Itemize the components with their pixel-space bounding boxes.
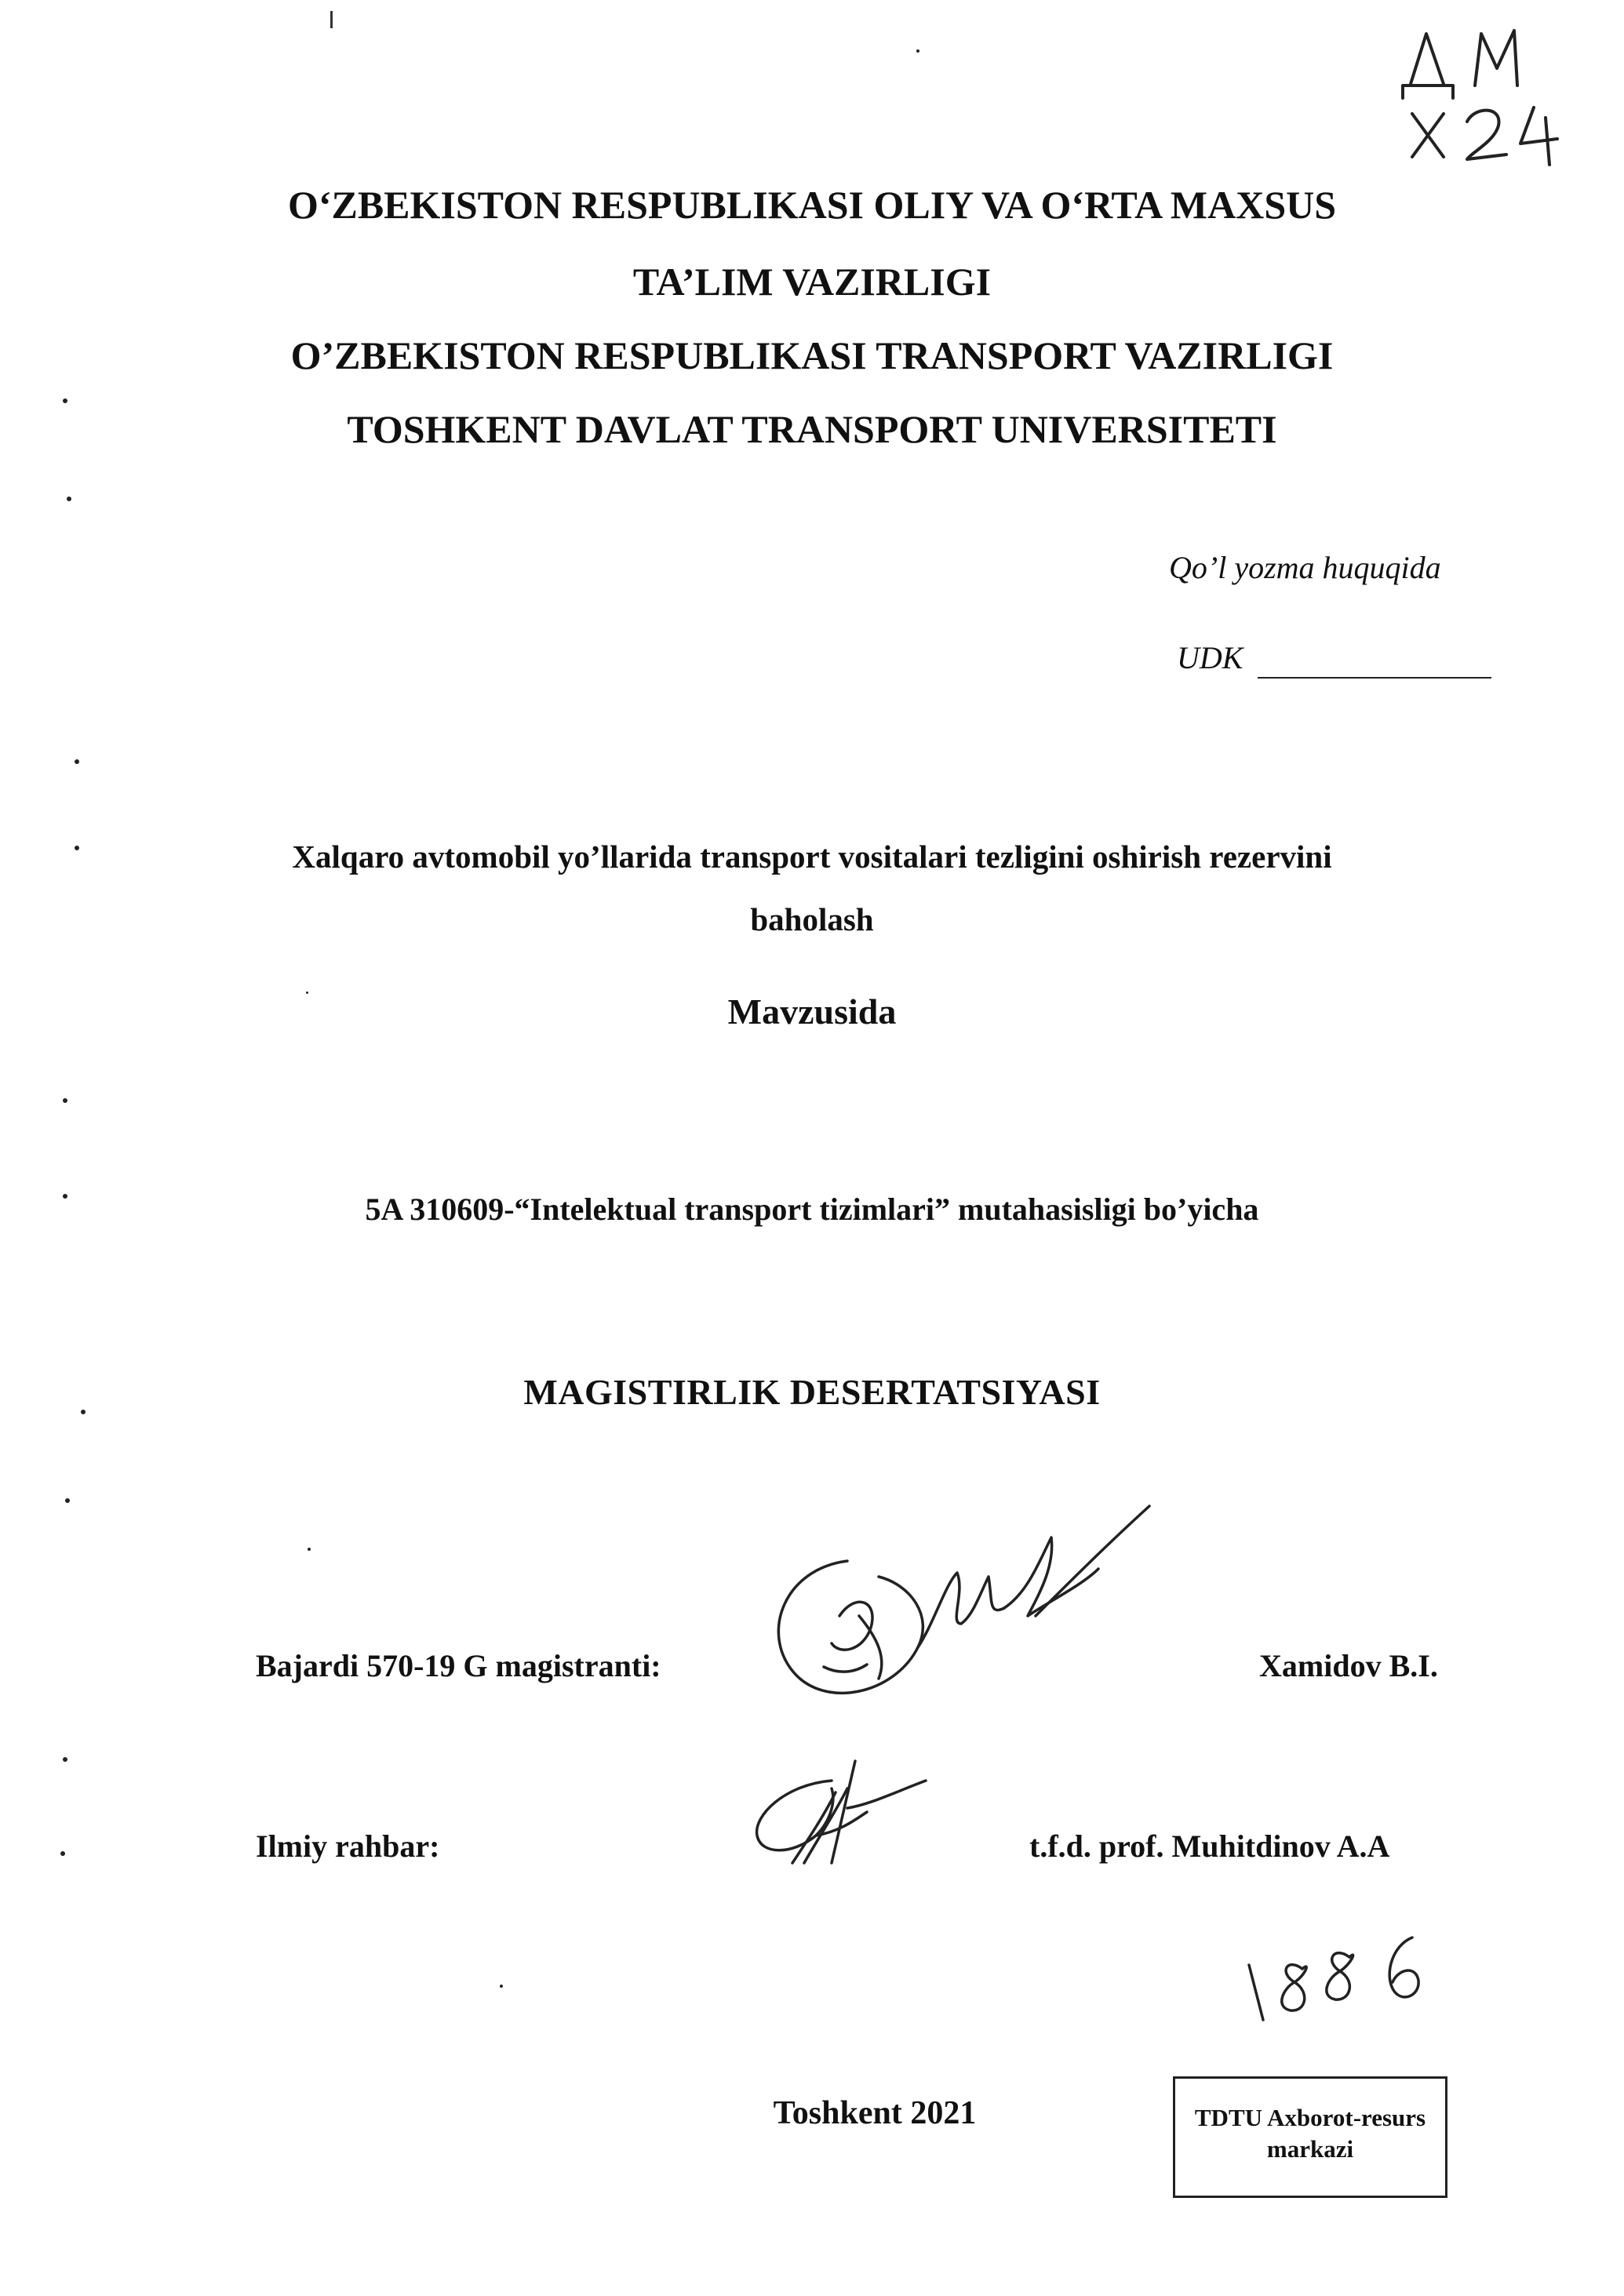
library-stamp xyxy=(1173,2076,1447,2198)
scan-speck xyxy=(75,759,79,764)
copyright-note: Qo’l yozma huquqida xyxy=(1169,550,1441,585)
scan-speck xyxy=(63,1757,67,1762)
topic-subtitle: Mavzusida xyxy=(727,992,897,1032)
scan-speck xyxy=(75,846,79,850)
topic-line-1: Xalqaro avtomobil yo’llarida transport vositalari tezligini oshirish rezervini xyxy=(292,839,1332,875)
scan-speck xyxy=(63,398,67,403)
ministry-title-line-2: TA’LIM VAZIRLIGI xyxy=(632,260,992,304)
handwritten-inventory-number xyxy=(1232,1926,1444,2036)
document-type-title: MAGISTIRLIK DESERTATSIYASI xyxy=(523,1372,1101,1412)
topic-line-2: baholash xyxy=(750,901,874,937)
scan-speck xyxy=(60,1851,65,1856)
university-title: TOSHKENT DAVLAT TRANSPORT UNIVERSITETI xyxy=(347,407,1277,451)
scan-speck xyxy=(81,1410,86,1414)
udk-label: UDK xyxy=(1177,640,1243,675)
scan-speck xyxy=(65,1498,70,1503)
stamp-line-2: markazi xyxy=(1266,2135,1354,2163)
stamp-line-1: TDTU Axborot-resurs xyxy=(1194,2104,1426,2131)
scan-speck xyxy=(67,497,71,501)
handwritten-corner-mark xyxy=(1389,20,1569,169)
scan-speck xyxy=(306,992,308,994)
advisor-label: Ilmiy rahbar: xyxy=(256,1828,440,1864)
specialty-line: 5A 310609-“Intelektual transport tizimlari” mutahasisligi bo’yicha xyxy=(365,1192,1259,1227)
ministry-title-line-1: O‘ZBEKISTON RESPUBLIKASI OLIY VA O‘RTA MAXSUS xyxy=(287,183,1337,227)
student-label: Bajardi 570-19 G magistranti: xyxy=(256,1648,661,1683)
student-name: Xamidov B.I. xyxy=(1259,1648,1438,1683)
scan-speck xyxy=(916,49,919,53)
advisor-signature xyxy=(737,1745,941,1879)
scan-mark xyxy=(330,11,333,28)
scan-speck xyxy=(63,1098,67,1103)
scan-speck xyxy=(500,1985,503,1988)
udk-blank-line xyxy=(1258,677,1491,679)
transport-ministry-title: O’ZBEKISTON RESPUBLIKASI TRANSPORT VAZIRLIGI xyxy=(290,333,1334,377)
scan-speck xyxy=(63,1194,67,1199)
advisor-name: t.f.d. prof. Muhitdinov A.A xyxy=(1029,1828,1390,1864)
student-signature xyxy=(753,1498,1161,1726)
scan-speck xyxy=(308,1548,311,1551)
city-year: Toshkent 2021 xyxy=(773,2095,977,2131)
